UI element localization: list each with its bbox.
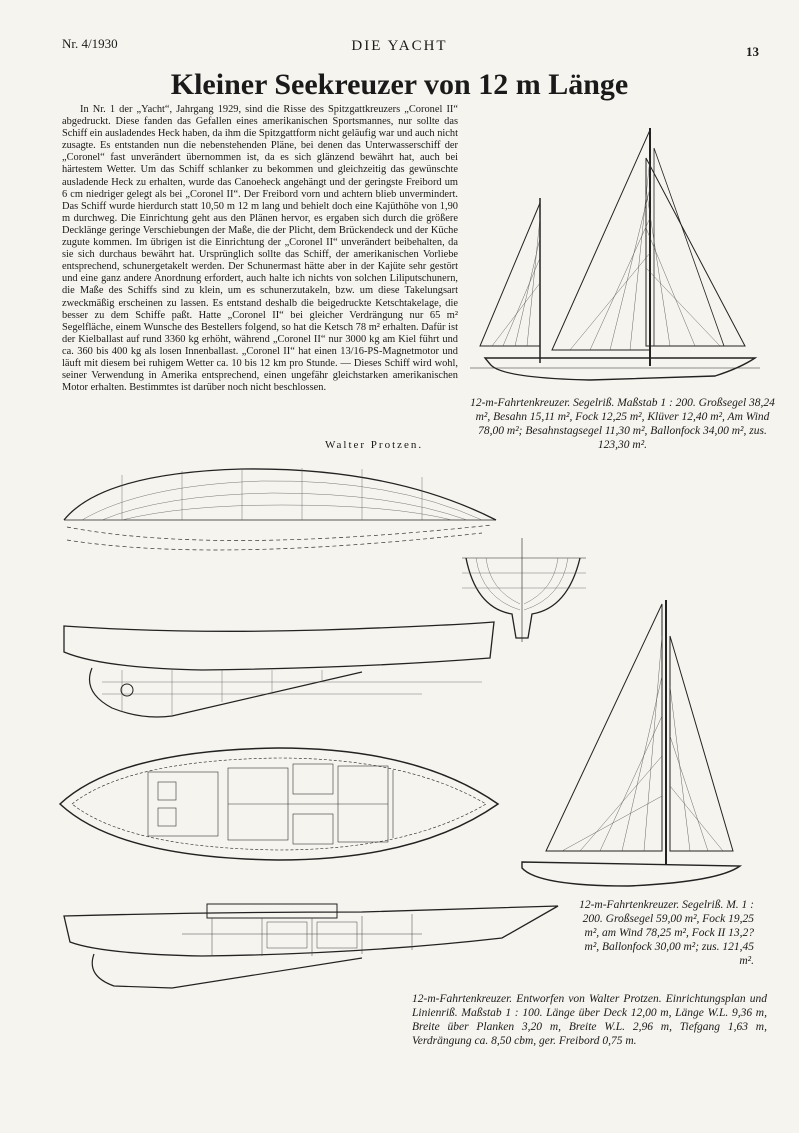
page-number: 13 [746, 44, 759, 59]
sloop-caption: 12-m-Fahrtenkreuzer. Segelriß. M. 1 : 200. Großsegel 59,00 m², Fock 19,25 m², am Wind 78,25 m², Fock II 13,2? m², Ballonfock 30,00 m²; zus. 121,45 m². [579, 899, 754, 967]
article-author: Walter Protzen. [325, 439, 424, 451]
article-body: In Nr. 1 der „Yacht“, Jahrgang 1929, sind die Risse des Spitzgattkreuzers „Coronel II“ abgedruckt. Diese fanden das Gefallen eines amerikanischen Sportsmannes, nur sollte das Schiff ein ausladendes Heck haben, da ihm die Spitzgattform nicht geläufig war und auch nicht zusagte. Es entstanden nun die nebenstehenden Pläne, bei denen das Unterwasserschiff der „Coronel“ fast unverändert übernommen ist, da es sich glänzend bewährt hat, auch bei härtestem Wetter. Um das Schiff schlanker zu bekommen und gleichzeitig das gewünschte ausladende Heck zu erhalten, wurde das Canoeheck angehängt und der geringste Freibord um 6 cm niedriger gelegt als bei „Coronel II“. Der Freibord vorn und achtern blieb unvermindert. Das Schiff wurde hierdurch statt 10,50 m 12 m lang und behielt doch eine Kajüthöhe von 1,90 m durchweg. Die Einrichtung geht aus den Plänen hervor, es ergaben sich durch die größere Decklänge geringe Verschiebungen der Maße, die der Plicht, dem Brückendeck und der Küche zugute kommen. Im übrigen ist die Einrichtung der „Coronel II“ unverändert beibehalten, da sie sich durchaus bewährt hat. Ursprünglich sollte das Schiff, der amerikanischen Vorliebe entsprechend, schunergetakelt werden. Der Schunermast hätte aber in der Kajüte sehr gestört und eine ganz andere Anordnung erfordert, auch halte ich nichts von solchen Liliputschunern, die Maße des Schiffs sind zu klein, um es schunerzutakeln, bzw. um diese Takelungsart zweckmäßig erscheinen zu lassen. Es entstand deshalb die beigedruckte Ketschtakelage, die besser zu dem Schiffe paßt. Hatte „Coronel II“ bei gleicher Verdrängung nur 65 m² Segelfläche, einem Wunsche des Bestellers folgend, so hat die Ketsch 78 m² erhalten. Dafür ist der Kielballast auf rund 3360 kg erhöht, während „Coronel II“ nur 3000 kg am Kiel führt und ca. 360 bis 400 kg als losen Innenballast. „Coronel II“ hat einen 13/16-PS-Magnetmotor und läuft mit diesem bei ruhigem Wetter ca. 10 bis 12 km pro Stunde. — Dieses Schiff wird wohl, seiner Verwendung in Amerika entsprechend, einen ungefähr gleichstarken amerikanischen Motor erhalten. Bestimmtes ist darüber noch nicht beschlossen. [62, 104, 458, 394]
inboard-profile-drawing [62, 898, 562, 994]
issue-number: Nr. 4/1930 [62, 36, 118, 51]
half-breadth-plan-drawing [62, 465, 502, 565]
sloop-sail-plan-drawing [518, 596, 748, 890]
ketch-sail-plan-drawing [470, 118, 770, 390]
journal-name: DIE YACHT [351, 38, 448, 54]
deck-plan-drawing [58, 742, 504, 866]
profile-lines-drawing [62, 612, 502, 734]
lines-plan-caption: 12-m-Fahrtenkreuzer. Entworfen von Walter Protzen. Einrichtungsplan und Linienriß. Maßstab 1 : 100. Länge über Deck 12,00 m, Länge W.L. 9,36 m, Breite über Planken 3,20 m, Breite W.L. 2,96 m, Tiefgang 1,63 m, Verdrängung ca. 8,50 cbm, ger. Freibord 0,75 m. [412, 993, 767, 1047]
ketch-caption: 12-m-Fahrtenkreuzer. Segelriß. Maßstab 1 : 200. Großsegel 38,24 m², Besahn 15,11 m², Fock 12,25 m², Klüver 12,40 m², Am Wind 78,00 m²; Besahnstagsegel 11,30 m², Ballonfock 34,00 m², zus. 123,30 m². [470, 397, 775, 451]
article-title: Kleiner Seekreuzer von 12 m Länge [170, 68, 629, 101]
